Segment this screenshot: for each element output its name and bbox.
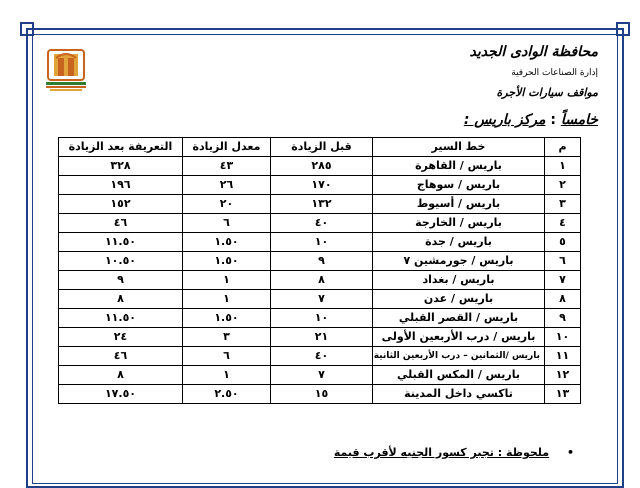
- cell-index: ٣: [545, 195, 581, 214]
- cell-index: ١: [545, 157, 581, 176]
- cell-after: ١١.٥٠: [59, 309, 183, 328]
- cell-before: ١٠: [271, 233, 373, 252]
- fare-table-header: [59, 138, 581, 157]
- cell-route: باريس /الثمانين – درب الأربعين الثانية: [373, 347, 545, 366]
- cell-before: ١٥: [271, 385, 373, 404]
- cell-before: ٤٠: [271, 214, 373, 233]
- cell-index: ٢: [545, 176, 581, 195]
- document-header: [470, 44, 599, 99]
- cell-after: ١٩٦: [59, 176, 183, 195]
- cell-before: ٢٨٥: [271, 157, 373, 176]
- table-row: [59, 195, 581, 214]
- cell-index: ٩: [545, 309, 581, 328]
- cell-after: ١٧.٥٠: [59, 385, 183, 404]
- cell-before: ١٧٠: [271, 176, 373, 195]
- footnote-text: ملحوظة : تجبر كسور الجنيه لأقرب قيمة: [333, 446, 550, 459]
- cell-route: باريس / الخارجة: [373, 214, 545, 233]
- cell-route: باريس / أسيوط: [373, 195, 545, 214]
- fare-table-body: [59, 157, 581, 404]
- table-row: [59, 176, 581, 195]
- cell-after: ١٠.٥٠: [59, 252, 183, 271]
- governorate-logo-icon: [42, 48, 90, 94]
- col-header-after: التعريفة بعد الزيادة: [59, 138, 183, 157]
- cell-index: ٥: [545, 233, 581, 252]
- cell-index: ١٢: [545, 366, 581, 385]
- cell-after: ٢٤: [59, 328, 183, 347]
- cell-increase: ١: [183, 366, 271, 385]
- cell-after: ١٥٢: [59, 195, 183, 214]
- section-heading: [464, 112, 598, 128]
- cell-after: ٤٦: [59, 214, 183, 233]
- cell-index: ٨: [545, 290, 581, 309]
- table-row: [59, 252, 581, 271]
- cell-index: ٤: [545, 214, 581, 233]
- cell-before: ٤٠: [271, 347, 373, 366]
- footnote-bullet: •: [566, 446, 574, 459]
- cell-route: باريس / عدن: [373, 290, 545, 309]
- cell-before: ١٠: [271, 309, 373, 328]
- cell-index: ١٠: [545, 328, 581, 347]
- cell-index: ٧: [545, 271, 581, 290]
- cell-increase: ٢٦: [183, 176, 271, 195]
- cell-index: ٦: [545, 252, 581, 271]
- cell-route: باريس / جدة: [373, 233, 545, 252]
- cell-route: باريس / المكس القبلي: [373, 366, 545, 385]
- cell-before: ٢١: [271, 328, 373, 347]
- cell-after: ٨: [59, 366, 183, 385]
- cell-before: ٩: [271, 252, 373, 271]
- section-separator: :: [550, 112, 556, 128]
- cell-after: ١١.٥٠: [59, 233, 183, 252]
- stand-title: مواقف سيارات الأجرة: [496, 86, 598, 99]
- cell-increase: ٦: [183, 347, 271, 366]
- table-row: [59, 328, 581, 347]
- cell-route: باريس / درب الأربعين الأولى: [373, 328, 545, 347]
- table-row: [59, 385, 581, 404]
- cell-route: باريس / بغداد: [373, 271, 545, 290]
- cell-route: باريس / جورمشين ٧: [373, 252, 545, 271]
- section-label: مركز باريس :: [463, 112, 546, 128]
- cell-index: ١١: [545, 347, 581, 366]
- cell-increase: ٤٣: [183, 157, 271, 176]
- cell-before: ٧: [271, 366, 373, 385]
- col-header-before: قبل الزيادة: [271, 138, 373, 157]
- table-row: [59, 157, 581, 176]
- cell-increase: ٢.٥٠: [183, 385, 271, 404]
- cell-increase: ٢٠: [183, 195, 271, 214]
- footnote: [334, 446, 574, 459]
- col-header-increase: معدل الزيادة: [183, 138, 271, 157]
- table-row: [59, 271, 581, 290]
- table-row: [59, 233, 581, 252]
- table-row: [59, 290, 581, 309]
- cell-index: ١٣: [545, 385, 581, 404]
- table-row: [59, 309, 581, 328]
- cell-after: ٨: [59, 290, 183, 309]
- cell-route: باريس / القصر القبلي: [373, 309, 545, 328]
- governorate-title: محافظة الوادى الجديد: [469, 44, 598, 60]
- cell-increase: ١: [183, 290, 271, 309]
- table-row: [59, 214, 581, 233]
- fare-table: [58, 137, 581, 404]
- cell-increase: ١.٥٠: [183, 233, 271, 252]
- table-row: [59, 347, 581, 366]
- cell-increase: ١: [183, 271, 271, 290]
- cell-increase: ١.٥٠: [183, 252, 271, 271]
- cell-after: ٩: [59, 271, 183, 290]
- cell-route: باريس / القاهرة: [373, 157, 545, 176]
- table-row: [59, 366, 581, 385]
- section-number: خامساً: [560, 112, 598, 128]
- cell-after: ٤٦: [59, 347, 183, 366]
- cell-increase: ٣: [183, 328, 271, 347]
- cell-after: ٣٢٨: [59, 157, 183, 176]
- col-header-index: م: [545, 138, 581, 157]
- department-name: إدارة الصناعات الحرفية: [511, 68, 598, 78]
- cell-route: باريس / سوهاج: [373, 176, 545, 195]
- col-header-route: خط السير: [373, 138, 545, 157]
- cell-before: ١٣٢: [271, 195, 373, 214]
- cell-route: تاكسي داخل المدينة: [373, 385, 545, 404]
- cell-increase: ١.٥٠: [183, 309, 271, 328]
- cell-increase: ٦: [183, 214, 271, 233]
- cell-before: ٧: [271, 290, 373, 309]
- cell-before: ٨: [271, 271, 373, 290]
